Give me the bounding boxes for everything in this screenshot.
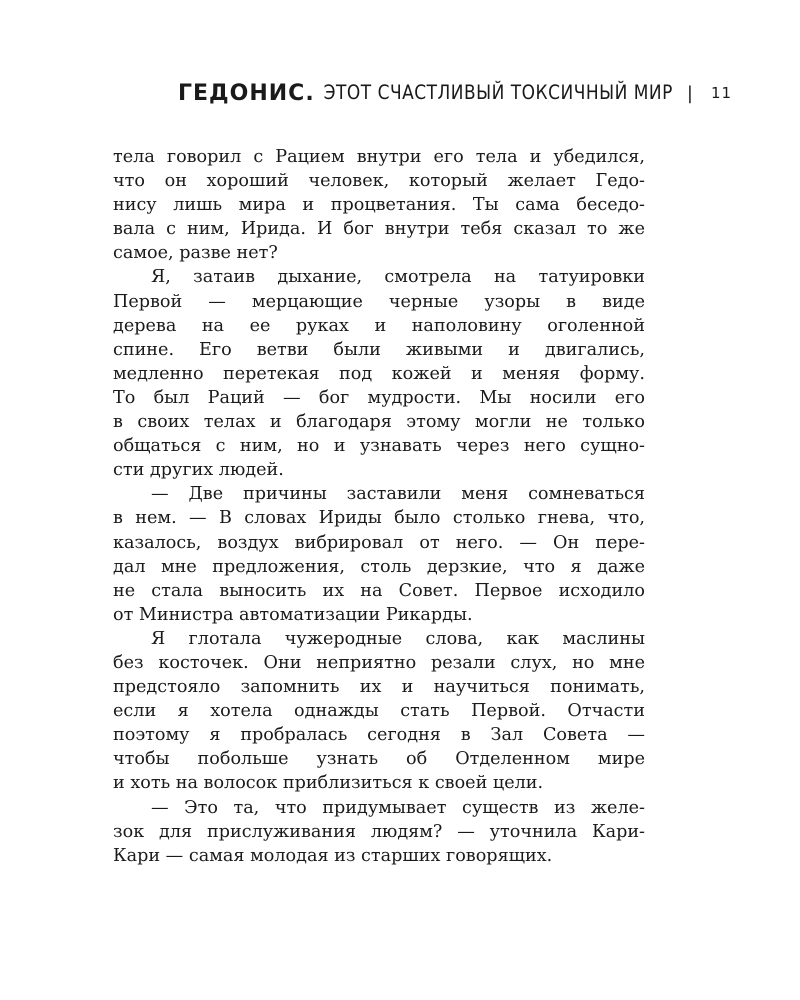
text-line: — Это та, что придумывает существ из желе- [151, 797, 645, 818]
text-line: Кари — самая молодая из старших говорящих. [113, 845, 553, 866]
text-line: спине. Его ветви были живыми и двигались, [113, 339, 645, 360]
text-line: в нем. — В словах Ириды было столько гнева, что, [113, 508, 645, 529]
text-line: предстояло запомнить их и научиться понимать, [113, 677, 645, 698]
text-line: тела говорил с Рацием внутри его тела и убедился, [113, 147, 645, 167]
header-separator: | [686, 82, 693, 104]
text-line: чтобы побольше узнать об Отделенном мире [113, 749, 645, 770]
text-line: вала с ним, Ирида. И бог внутри тебя сказал то же [113, 219, 645, 240]
text-line: от Министра автоматизации Рикарды. [113, 604, 473, 625]
text-line: дерева на ее руках и наполовину оголенной [113, 315, 645, 336]
text-line: казалось, воздух вибрировал от него. — Он пере- [113, 532, 645, 553]
text-line: без косточек. Они неприятно резали слух, но мне [113, 652, 645, 673]
text-line: — Две причины заставили меня сомневаться [151, 484, 645, 505]
text-line: и хоть на волосок приблизиться к своей цели. [113, 773, 544, 794]
running-header [178, 78, 733, 108]
text-line: общаться с ним, но и узнавать через него сущно- [113, 436, 645, 457]
book-subtitle: ЭТОТ СЧАСТЛИВЫЙ ТОКСИЧНЫЙ МИР [323, 81, 673, 105]
text-line: поэтому я пробралась сегодня в Зал Совета — [113, 725, 645, 746]
text-line: медленно перетекая под кожей и меняя форму. [113, 363, 645, 384]
text-line: То был Раций — бог мудрости. Мы носили его [113, 387, 645, 408]
text-line: Первой — мерцающие черные узоры в виде [113, 291, 645, 312]
text-line: в своих телах и благодаря этому могли не только [113, 412, 645, 433]
text-line: Я, затаив дыхание, смотрела на татуировки [151, 267, 645, 288]
text-line: Я глотала чужеродные слова, как маслины [151, 628, 645, 649]
text-line: зок для прислуживания людям? — уточнила Кари- [113, 821, 645, 842]
text-line: что он хороший человек, который желает Гедо- [113, 171, 645, 192]
text-line: нису лишь мира и процветания. Ты сама беседо- [113, 195, 645, 216]
text-line: дал мне предложения, столь дерзкие, что я даже [113, 556, 645, 577]
text-line: не стала выносить их на Совет. Первое исходило [113, 580, 645, 601]
text-line: самое, разве нет? [113, 243, 278, 264]
text-line: сти других людей. [113, 460, 284, 481]
book-title: ГЕДОНИС. [178, 80, 315, 106]
text-line: если я хотела однажды стать Первой. Отчасти [113, 701, 645, 722]
body-text [113, 145, 645, 868]
page-number: 11 [710, 84, 733, 102]
